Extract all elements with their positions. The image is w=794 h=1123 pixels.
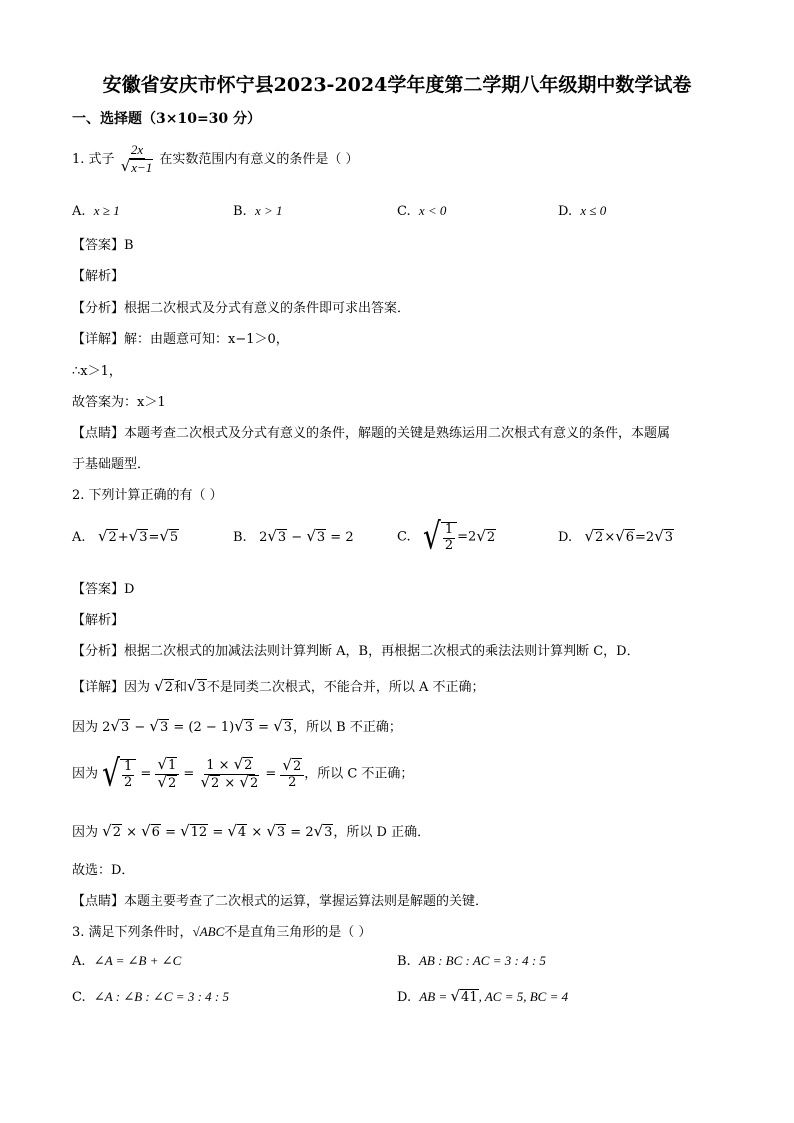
q2-option-b: B. 2 √ 3 − √ 3 = 2: [233, 527, 354, 545]
q2-option-d: D. √ 2 × √ 6 =2 √ 3: [558, 527, 674, 545]
q3-option-a: A. ∠A = ∠B + ∠C: [72, 953, 182, 969]
section-heading: 一、选择题（3×10=30 分）: [72, 111, 262, 127]
q1-analysis-label: 【解析】: [72, 269, 125, 284]
page-title: 安徽省安庆市怀宁县2023-2024学年度第二学期八年级期中数学试卷: [102, 74, 692, 96]
q1-xiangjie: 【详解】解：由题意可知：x−1＞0，: [72, 332, 289, 347]
q1-option-a: A. x ≥ 1: [72, 203, 120, 219]
q2-xiangjie-c: 因为 √ $\frac{1}{2}$ = √ 1 √ 2 = 1 × √ 2 √ 2 × √ 2 = √ 2 2 ，所以 C 不正确；: [72, 752, 414, 796]
q1-option-d: D. x ≤ 0: [558, 203, 607, 219]
question-3-stem: 3. 满足下列条件时，√ABC不是直角三角形的是（ ）: [72, 924, 372, 940]
q3-option-b: B. AB : BC : AC = 3 : 4 : 5: [397, 953, 546, 969]
q2-fenxi: 【分析】根据二次根式的加减法法则计算判断 A，B，再根据二次根式的乘法法则计算判断 C，D．: [72, 644, 640, 659]
q3-option-c: C. ∠A : ∠B : ∠C = 3 : 4 : 5: [72, 989, 229, 1005]
question-1-stem: 1. 式子 2x √ x−1 在实数范围内有意义的条件是（ ）: [72, 142, 359, 175]
q2-xiangjie-b: 因为 2 √ 3 − √ 3 = (2 − 1) √ 3 = √ 3 ，所以 B 不正确；: [72, 717, 402, 736]
q2-answer: 【答案】D: [72, 582, 135, 597]
q1-option-b: B. x > 1: [233, 203, 283, 219]
q2-conclusion: 故选：D．: [72, 863, 135, 878]
q2-xiangjie-d: 因为 √ 2 × √ 6 = √ 12 = √ 4 × √ 3 = 2 √ 3 ，所以 D 正确．: [72, 822, 431, 841]
q2-analysis-label: 【解析】: [72, 613, 125, 628]
q2-xiangjie-a: 【详解】因为 √ 2 和 √ 3 不是同类二次根式，不能合并，所以 A 不正确；: [72, 677, 485, 696]
q3-option-d: D. AB = √ 41 , AC = 5, BC = 4: [397, 987, 569, 1006]
q2-option-a: A. √ 2 + √ 3 = √ 5: [72, 527, 179, 545]
q2-dianjing: 【点睛】本题主要考查了二次根式的运算，掌握运算法则是解题的关键．: [72, 894, 489, 909]
q1-fraction: 2x √ x−1: [120, 142, 153, 175]
q1-step-3: 故答案为：x＞1: [72, 395, 166, 410]
q1-dianjing-cont: 于基础题型．: [72, 457, 151, 472]
q1-option-c: C. x < 0: [397, 203, 447, 219]
q1-dianjing: 【点睛】本题考查二次根式及分式有意义的条件，解题的关键是熟练运用二次根式有意义的条件，本题属: [72, 426, 671, 441]
q2-option-c: C. √ $\frac{1}{2}$ =2 √ 2: [397, 514, 496, 558]
q1-step-2: ∴x＞1，: [72, 364, 122, 379]
question-2-stem: 2. 下列计算正确的有（ ）: [72, 488, 223, 503]
q1-answer: 【答案】B: [72, 238, 134, 253]
q1-fenxi: 【分析】根据二次根式及分式有意义的条件即可求出答案．: [72, 301, 411, 316]
